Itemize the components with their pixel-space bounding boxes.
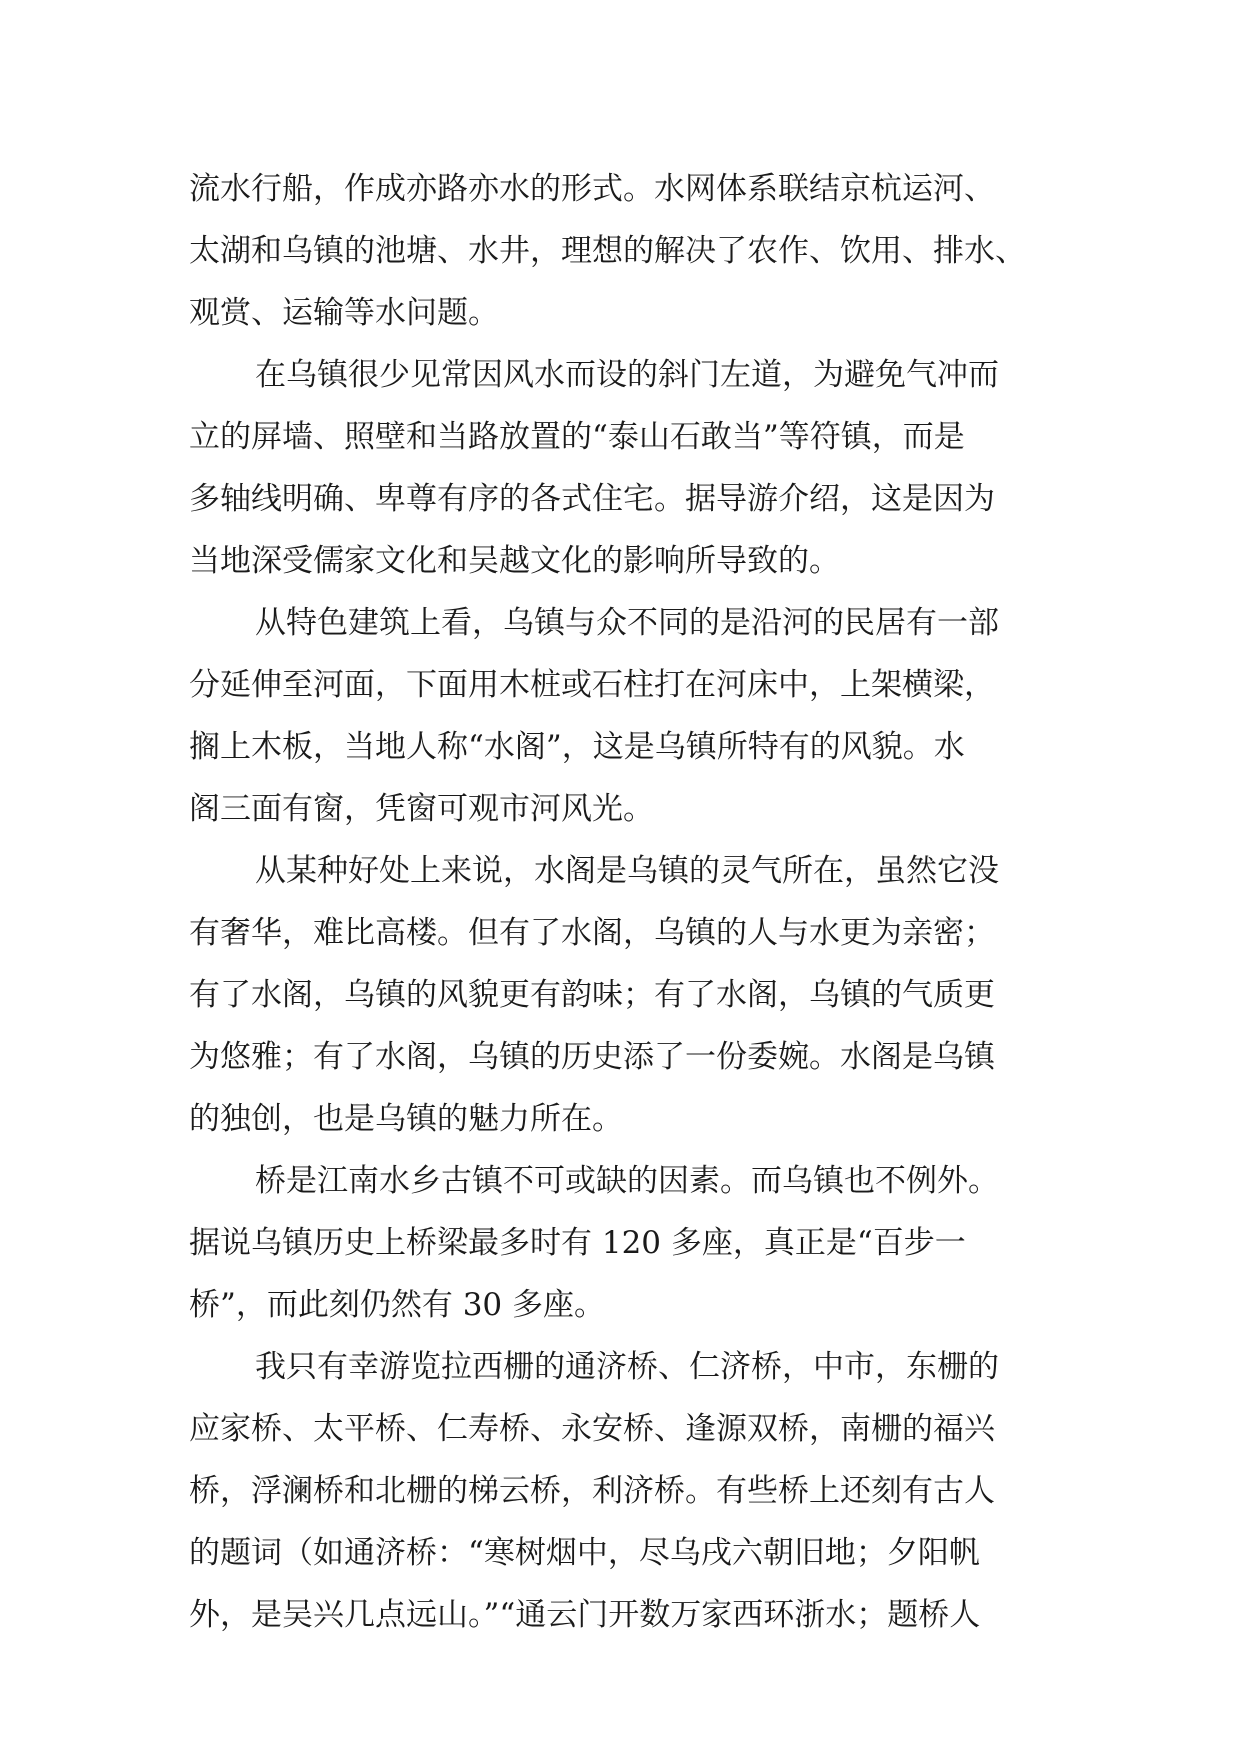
text-line: 有了水阁，乌镇的风貌更有韵味；有了水阁，乌镇的气质更 — [189, 977, 995, 1013]
text-line: 我只有幸游览拉西栅的通济桥、仁济桥，中市，东栅的 — [255, 1349, 999, 1385]
text-line: 桥”，而此刻仍然有 30 多座。 — [189, 1287, 606, 1323]
text-line: 观赏、运输等水问题。 — [189, 295, 499, 331]
text-line: 立的屏墙、照壁和当路放置的“泰山石敢当”等符镇，而是 — [189, 419, 965, 455]
text-line: 分延伸至河面，下面用木桩或石柱打在河床中，上架横梁， — [189, 667, 995, 703]
paragraph-3 — [189, 592, 1069, 840]
text-line: 桥是江南水乡古镇不可或缺的因素。而乌镇也不例外。 — [255, 1163, 999, 1199]
paragraph-6 — [189, 1336, 1069, 1646]
text-line: 据说乌镇历史上桥梁最多时有 120 多座，真正是“百步一 — [189, 1225, 966, 1261]
text-line: 有奢华，难比高楼。但有了水阁，乌镇的人与水更为亲密； — [189, 915, 995, 951]
text-line: 从某种好处上来说，水阁是乌镇的灵气所在，虽然它没 — [255, 853, 999, 889]
text-line: 多轴线明确、卑尊有序的各式住宅。据导游介绍，这是因为 — [189, 481, 995, 517]
text-line: 的独创，也是乌镇的魅力所在。 — [189, 1101, 623, 1137]
text-line: 流水行船，作成亦路亦水的形式。水网体系联结京杭运河、 — [189, 171, 995, 207]
text-line: 应家桥、太平桥、仁寿桥、永安桥、逢源双桥，南栅的福兴 — [189, 1411, 995, 1447]
text-line: 在乌镇很少见常因风水而设的斜门左道，为避免气冲而 — [255, 357, 999, 393]
text-line: 搁上木板，当地人称“水阁”，这是乌镇所特有的风貌。水 — [189, 729, 965, 765]
paragraph-4 — [189, 840, 1069, 1150]
text-line: 阁三面有窗，凭窗可观市河风光。 — [189, 791, 654, 827]
text-line: 当地深受儒家文化和吴越文化的影响所导致的。 — [189, 543, 840, 579]
paragraph-1 — [189, 158, 1069, 344]
text-line: 的题词（如通济桥：“寒树烟中，尽乌戌六朝旧地；夕阳帆 — [189, 1535, 980, 1571]
text-line: 太湖和乌镇的池塘、水井，理想的解决了农作、饮用、排水、 — [189, 233, 1026, 269]
paragraph-2 — [189, 344, 1069, 592]
body-text — [189, 158, 1069, 1646]
text-line: 从特色建筑上看，乌镇与众不同的是沿河的民居有一部 — [255, 605, 999, 641]
text-line: 桥，浮澜桥和北栅的梯云桥，利济桥。有些桥上还刻有古人 — [189, 1473, 995, 1509]
text-line: 为悠雅；有了水阁，乌镇的历史添了一份委婉。水阁是乌镇 — [189, 1039, 995, 1075]
paragraph-5 — [189, 1150, 1069, 1336]
text-line: 外，是吴兴几点远山。”“通云门开数万家西环浙水；题桥人 — [189, 1597, 981, 1633]
